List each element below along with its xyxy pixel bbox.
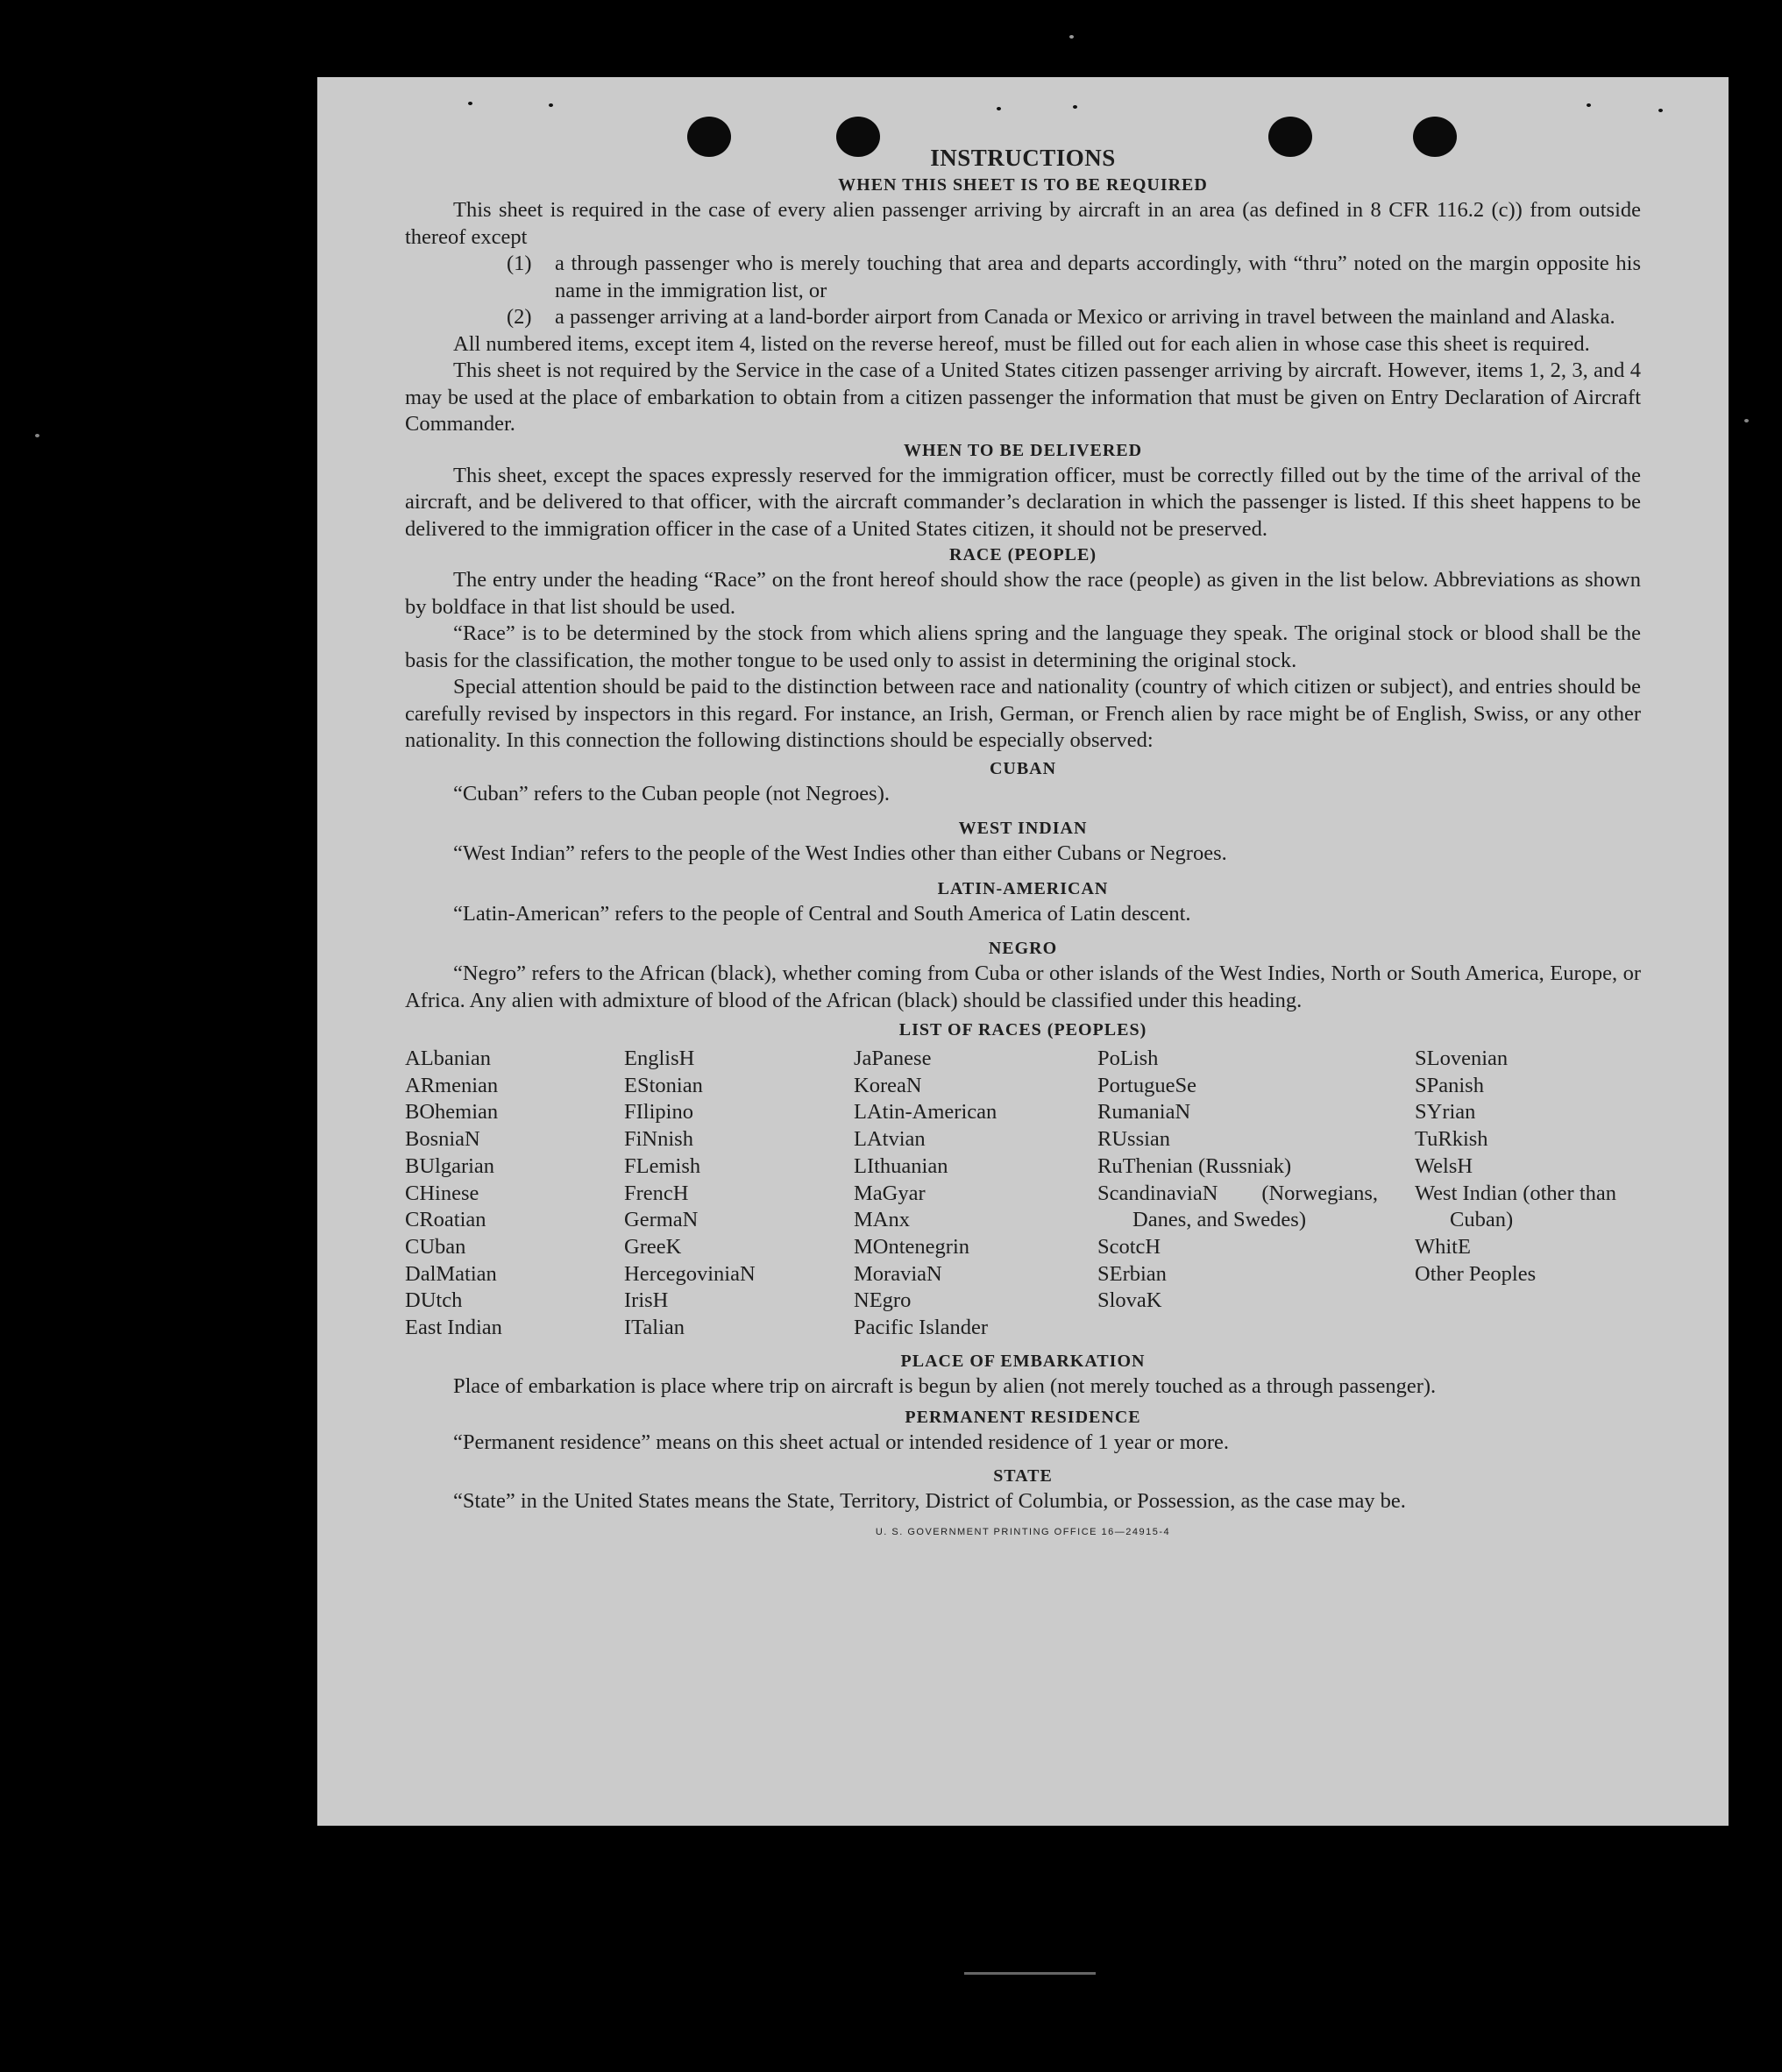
section-heading: WHEN THIS SHEET IS TO BE REQUIRED (838, 175, 1208, 195)
race-entry: BOhemian (405, 1100, 499, 1125)
races-column (854, 1046, 1097, 1342)
races-column (624, 1046, 854, 1342)
speck (1069, 35, 1074, 39)
race-entry: ALbanian (405, 1047, 491, 1070)
paragraph: “Race” is to be determined by the stock from which aliens spring and the language they speak. The original stock or blood shall be the basis for the classification, the mother tongue to be used only to assist in determining the original stock. (405, 621, 1641, 672)
speck (35, 434, 39, 437)
race-entry: ARmenian (405, 1073, 499, 1097)
races-column (405, 1046, 624, 1342)
race-entry: SErbian (1097, 1261, 1167, 1286)
paragraph: “State” in the United States means the State, Territory, District of Columbia, or Possession, as the case may be. (453, 1488, 1406, 1513)
race-entry: CRoatian (405, 1208, 486, 1232)
race-entry: BUlgarian (405, 1153, 495, 1178)
race-entry: MoraviaN (854, 1261, 942, 1286)
race-entry: PortugueSe (1097, 1073, 1196, 1097)
document-sheet (317, 77, 1729, 1826)
race-entry: BosniaN (405, 1127, 480, 1152)
paragraph: “Negro” refers to the African (black), whether coming from Cuba or other islands of the West Indies, North or South America, Europe, or Africa. Any alien with admixture of blood of the African (black) should be classified under this heading. (405, 961, 1641, 1012)
speck (549, 103, 553, 107)
race-entry: JaPanese (854, 1047, 932, 1070)
speck (1658, 109, 1663, 112)
section-heading: PLACE OF EMBARKATION (900, 1351, 1146, 1371)
race-entry: GermaN (624, 1208, 699, 1232)
speck (468, 102, 472, 105)
race-entry: RuThenian (Russniak) (1097, 1153, 1292, 1178)
definition-text: “Cuban” refers to the Cuban people (not Negroes). (453, 781, 890, 805)
race-entry: SLovenian (1415, 1047, 1509, 1070)
item-text: a passenger arriving at a land-border airport from Canada or Mexico or arriving in travel between the mainland and Alaska. (555, 305, 1615, 329)
race-entry: MAnx (854, 1208, 910, 1232)
races-list (405, 1046, 1641, 1342)
race-entry: Pacific Islander (854, 1316, 989, 1340)
races-heading: LIST OF RACES (PEOPLES) (898, 1020, 1147, 1040)
section-heading: RACE (PEOPLE) (949, 545, 1097, 564)
scan-artifact (964, 1972, 1096, 1975)
race-entry: NEgro (854, 1288, 912, 1313)
item-number: (2) (507, 305, 532, 329)
race-entry: West Indian (other than Cuban) (1415, 1181, 1617, 1232)
page-title: INSTRUCTIONS (930, 145, 1116, 171)
race-entry: LIthuanian (854, 1153, 948, 1178)
race-entry: FLemish (624, 1153, 701, 1178)
race-entry: SlovaK (1097, 1288, 1162, 1313)
printer-imprint: U. S. GOVERNMENT PRINTING OFFICE 16—24915-4 (875, 1527, 1171, 1538)
race-entry: FrencH (624, 1181, 689, 1205)
race-entry: LAtvian (854, 1127, 926, 1152)
race-entry: CHinese (405, 1181, 479, 1205)
race-entry: GreeK (624, 1234, 682, 1259)
race-entry: RUssian (1097, 1127, 1171, 1152)
paragraph: The entry under the heading “Race” on the front hereof should show the race (people) as given in the list below. Abbreviations as shown by boldface in that list should be used. (405, 568, 1641, 619)
race-entry: ITalian (624, 1316, 685, 1340)
race-entry: MaGyar (854, 1181, 926, 1205)
section-heading: PERMANENT RESIDENCE (905, 1408, 1141, 1428)
race-entry: ScotcH (1097, 1234, 1161, 1259)
race-entry: ScandinaviaN (Norwegians, Danes, and Swedes) (1097, 1181, 1378, 1232)
definition-heading: WEST INDIAN (958, 819, 1088, 838)
paragraph: This sheet, except the spaces expressly reserved for the immigration officer, must be correctly filled out by the time of the arrival of the aircraft, and be delivered to that officer, with the aircraft commander’s declaration in which the passenger is listed. If this sheet happens to be delivered to the immigration officer in the case of a United States citizen, it should not be preserved. (405, 463, 1641, 541)
paragraph: All numbered items, except item 4, listed on the reverse hereof, must be filled out for each alien in whose case this sheet is required. (453, 331, 1590, 356)
race-entry: East Indian (405, 1316, 502, 1340)
race-entry: SPanish (1415, 1073, 1484, 1097)
race-entry: Other Peoples (1415, 1261, 1537, 1286)
item-text: a through passenger who is merely touching that area and departs accordingly, with “thru” noted on the margin opposite his name in the immigration list, or (555, 252, 1641, 302)
race-entry: FiNnish (624, 1127, 693, 1152)
item-number: (1) (507, 252, 532, 275)
definition-text: “Latin-American” refers to the people of Central and South America of Latin descent. (453, 901, 1191, 926)
race-entry: RumaniaN (1097, 1100, 1191, 1125)
race-entry: EStonian (624, 1073, 703, 1097)
paragraph: This sheet is required in the case of every alien passenger arriving by aircraft in an area (as defined in 8 CFR 116.2 (c)) from outside thereof except (405, 198, 1641, 249)
numbered-item (507, 304, 1641, 331)
section-heading: WHEN TO BE DELIVERED (903, 440, 1143, 460)
section-heading: STATE (993, 1465, 1053, 1486)
race-entry: TuRkish (1415, 1127, 1488, 1152)
race-entry: DalMatian (405, 1261, 497, 1286)
speck (1744, 419, 1749, 422)
paragraph: Place of embarkation is place where trip on aircraft is begun by alien (not merely touched as a through passenger). (453, 1373, 1437, 1398)
race-entry: CUban (405, 1234, 466, 1259)
instructions-content (405, 143, 1641, 1537)
definition-text: “West Indian” refers to the people of the West Indies other than either Cubans or Negroes. (453, 841, 1227, 865)
race-entry: WelsH (1415, 1153, 1473, 1178)
race-entry: MOntenegrin (854, 1234, 969, 1259)
race-entry: SYrian (1415, 1100, 1476, 1125)
numbered-item (507, 251, 1641, 304)
speck (1587, 103, 1591, 107)
definition-heading: LATIN-AMERICAN (937, 878, 1109, 898)
race-entry: FIlipino (624, 1100, 693, 1125)
races-column (1097, 1046, 1415, 1342)
section-heading: NEGRO (988, 939, 1058, 958)
race-entry: DUtch (405, 1288, 463, 1313)
race-entry: KoreaN (854, 1073, 922, 1097)
paragraph: Special attention should be paid to the distinction between race and nationality (country of which citizen or subject), and entries should be carefully revised by inspectors in this regard. For instance, an Irish, German, or French alien by race might be of English, Swiss, or any other nationality. In this connection the following distinctions should be especially observed: (405, 675, 1641, 752)
race-entry: LAtin-American (854, 1100, 997, 1125)
speck (1073, 105, 1077, 109)
races-column (1415, 1046, 1641, 1342)
race-entry: WhitE (1415, 1234, 1471, 1259)
race-entry: IrisH (624, 1288, 669, 1313)
race-entry: PoLish (1097, 1047, 1159, 1070)
definition-text: “Permanent residence” means on this sheet actual or intended residence of 1 year or more. (453, 1430, 1230, 1455)
race-entry: EnglisH (624, 1047, 695, 1070)
race-entry: HercegoviniaN (624, 1261, 756, 1286)
speck (997, 107, 1001, 110)
paragraph: This sheet is not required by the Service in the case of a United States citizen passenger arriving by aircraft. However, items 1, 2, 3, and 4 may be used at the place of embarkation to obtain from a citizen passenger the information that must be given on Entry Declaration of Aircraft Commander. (405, 358, 1641, 436)
definition-heading: CUBAN (989, 758, 1057, 778)
